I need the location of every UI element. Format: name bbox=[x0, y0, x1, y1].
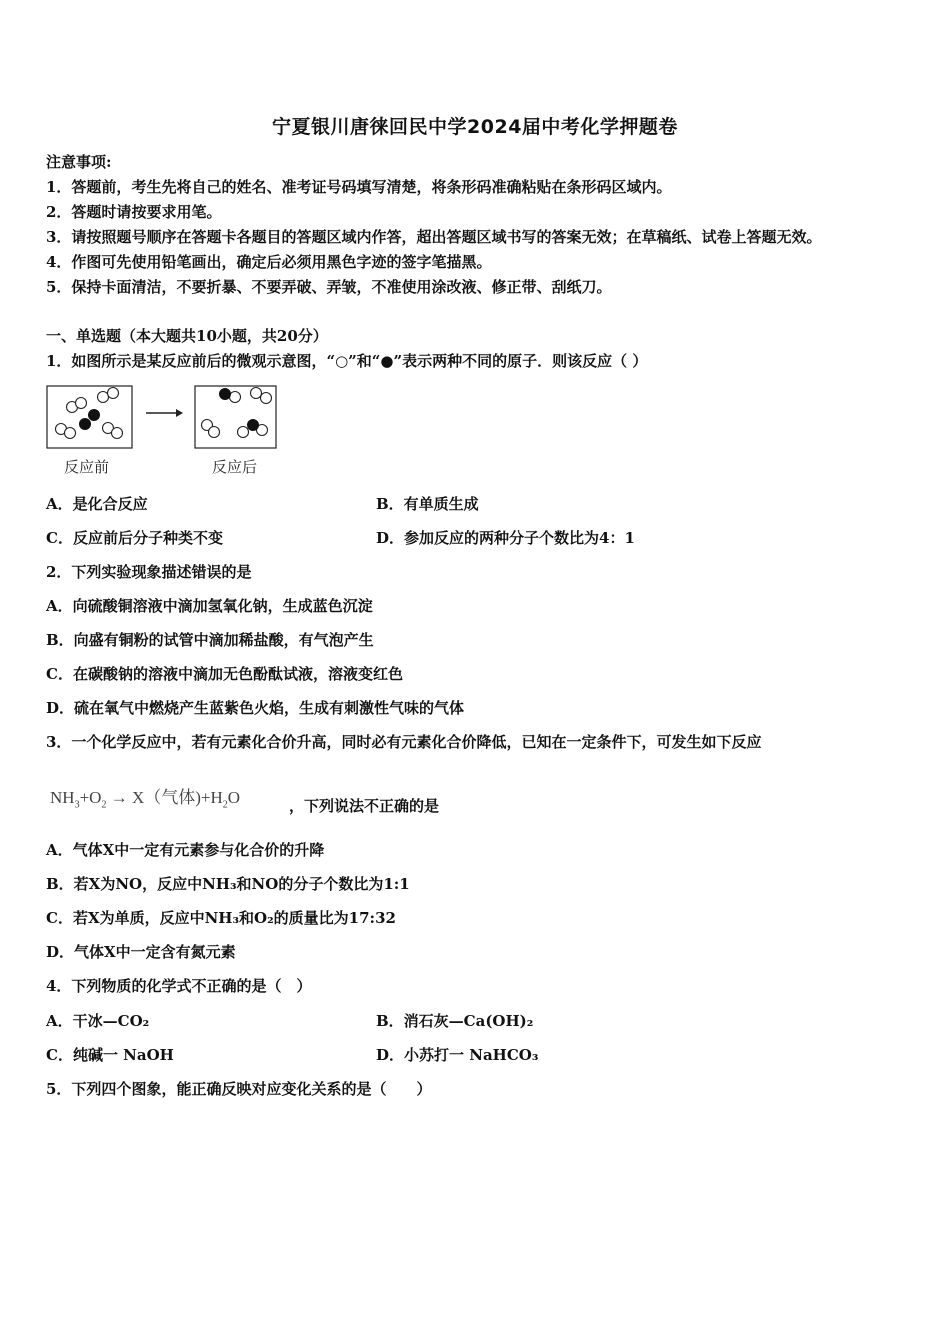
reaction-diagram bbox=[44, 382, 284, 482]
reaction-diagram-svg bbox=[44, 382, 284, 454]
eq-sub: 2 bbox=[222, 799, 228, 811]
q4-option-c: C．纯碱一 NaOH bbox=[46, 1046, 174, 1064]
q2-option-b: B．向盛有铜粉的试管中滴加稀盐酸，有气泡产生 bbox=[46, 631, 374, 649]
q2-option-d: D．硫在氧气中燃烧产生蓝紫色火焰，生成有刺激性气味的气体 bbox=[46, 699, 465, 717]
arrow-head bbox=[176, 409, 183, 417]
notice-item: 4．作图可先使用铅笔画出，确定后必须用黑色字迹的签字笔描黑。 bbox=[46, 253, 492, 271]
eq-sub: 3 bbox=[74, 799, 80, 811]
eq-part: NH bbox=[50, 788, 75, 807]
reaction-equation bbox=[50, 783, 240, 810]
eq-part: → X（气体)+H bbox=[106, 788, 223, 807]
notice-heading: 注意事项: bbox=[46, 153, 112, 171]
q2-option-a: A．向硫酸铜溶液中滴加氢氧化钠，生成蓝色沉淀 bbox=[46, 597, 373, 615]
section-heading: 一、单选题（本大题共10小题，共20分） bbox=[46, 327, 328, 345]
notice-item: 2．答题时请按要求用笔。 bbox=[46, 203, 222, 221]
question-4-stem: 4．下列物质的化学式不正确的是（ ） bbox=[46, 977, 312, 995]
q1-option-c: C．反应前后分子种类不变 bbox=[46, 529, 223, 547]
q4-option-d: D．小苏打一 NaHCO₃ bbox=[376, 1046, 539, 1064]
question-1-stem: 1．如图所示是某反应前后的微观示意图，“○”和“●”表示两种不同的原子．则该反应（ ） bbox=[46, 352, 648, 370]
notice-item: 3．请按照题号顺序在答题卡各题目的答题区域内作答，超出答题区域书写的答案无效；在草稿纸、试卷上答题无效。 bbox=[46, 228, 822, 246]
label-before: 反应前 bbox=[64, 458, 110, 476]
question-3-stem: 3．一个化学反应中，若有元素化合价升高，同时必有元素化合价降低，已知在一定条件下，可发生如下反应 bbox=[46, 733, 762, 751]
q1-option-b: B．有单质生成 bbox=[376, 495, 479, 513]
q2-option-c: C．在碳酸钠的溶液中滴加无色酚酞试液，溶液变红色 bbox=[46, 665, 403, 683]
q4-option-b: B．消石灰—Ca(OH)₂ bbox=[376, 1012, 534, 1030]
eq-part: O bbox=[227, 788, 241, 807]
page-title: 宁夏银川唐徕回民中学2024届中考化学押题卷 bbox=[272, 116, 678, 138]
q4-option-a: A．干冰—CO₂ bbox=[46, 1012, 150, 1030]
label-after: 反应后 bbox=[212, 458, 258, 476]
notice-item: 1．答题前，考生先将自己的姓名、准考证号码填写清楚，将条形码准确粘贴在条形码区域内。 bbox=[46, 178, 672, 196]
q3-option-c: C．若X为单质，反应中NH₃和O₂的质量比为17:32 bbox=[46, 909, 396, 927]
notice-item: 5．保持卡面清洁，不要折暴、不要弄破、弄皱，不准使用涂改液、修正带、刮纸刀。 bbox=[46, 278, 612, 296]
question-2-stem: 2．下列实验现象描述错误的是 bbox=[46, 563, 252, 581]
q3-option-d: D．气体X中一定含有氮元素 bbox=[46, 943, 236, 961]
before-dark-atoms bbox=[80, 410, 100, 430]
after-molecules bbox=[202, 388, 272, 438]
question-5-stem: 5．下列四个图象，能正确反映对应变化关系的是（ ） bbox=[46, 1080, 432, 1098]
q3-option-a: A．气体X中一定有元素参与化合价的升降 bbox=[46, 841, 325, 859]
q3-option-b: B．若X为NO，反应中NH₃和NO的分子个数比为1:1 bbox=[46, 875, 410, 893]
eq-part: +O bbox=[79, 788, 102, 807]
eq-sub: 2 bbox=[101, 799, 107, 811]
q1-option-d: D．参加反应的两种分子个数比为4：1 bbox=[376, 529, 635, 547]
q1-option-a: A．是化合反应 bbox=[46, 495, 148, 513]
equation-tail: ，下列说法不正确的是 bbox=[289, 797, 440, 815]
